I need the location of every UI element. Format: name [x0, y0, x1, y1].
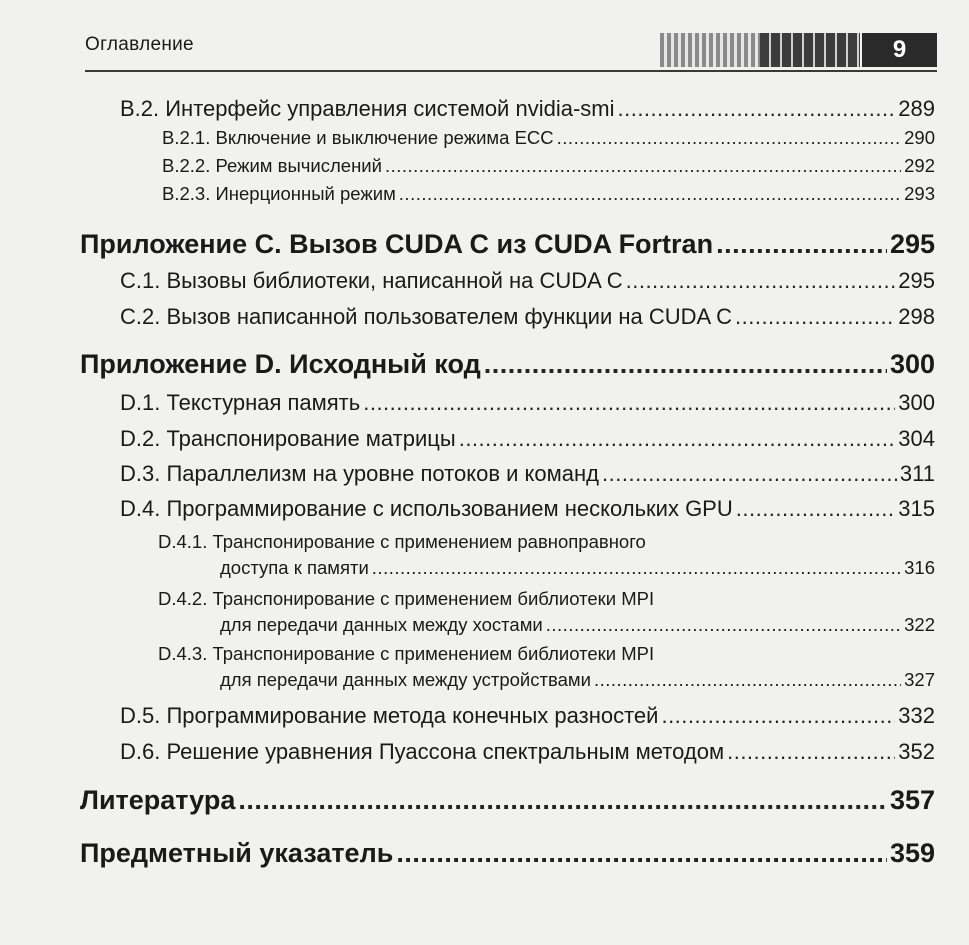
- toc-entry-literature[interactable]: Литература ..... 357: [80, 785, 935, 816]
- toc-entry-d4[interactable]: D.4. Программирование с использованием нескольких GPU ..... 315: [120, 496, 935, 522]
- toc-entry-d5[interactable]: D.5. Программирование метода конечных разностей ..... 332: [120, 703, 935, 729]
- toc-entry-d6[interactable]: D.6. Решение уравнения Пуассона спектральным методом ..... 352: [120, 739, 935, 765]
- header-rule: [85, 70, 937, 72]
- page-number-badge: 9: [862, 33, 937, 67]
- toc-entry-d3[interactable]: D.3. Параллелизм на уровне потоков и команд ..... 311: [120, 461, 935, 487]
- toc-entry-c1[interactable]: C.1. Вызовы библиотеки, написанной на CUDA C ..... 295: [120, 268, 935, 294]
- toc-entry-b23[interactable]: B.2.3. Инерционный режим ..... 293: [162, 183, 935, 205]
- toc-entry-appendix-c[interactable]: Приложение C. Вызов CUDA C из CUDA Fortran ..... 295: [80, 229, 935, 260]
- toc-entry-b21[interactable]: B.2.1. Включение и выключение режима ECC ..... 290: [162, 127, 935, 149]
- toc-entry-b2[interactable]: B.2. Интерфейс управления системой nvidia-smi ..... 289: [120, 96, 935, 122]
- toc-entry-d2[interactable]: D.2. Транспонирование матрицы ..... 304: [120, 426, 935, 452]
- toc-entry-d41[interactable]: D.4.1. Транспонирование с применением равноправного доступа к памяти ..... 316: [158, 531, 935, 579]
- toc-entry-d1[interactable]: D.1. Текстурная память ..... 300: [120, 390, 935, 416]
- running-header-title: Оглавление: [85, 34, 194, 55]
- toc-entry-d42[interactable]: D.4.2. Транспонирование с применением библиотеки MPI для передачи данных между хостами ..... 322: [158, 588, 935, 636]
- toc-entry-d43[interactable]: D.4.3. Транспонирование с применением библиотеки MPI для передачи данных между устройствами ..... 327: [158, 643, 935, 691]
- toc-entry-subject-index[interactable]: Предметный указатель ..... 359: [80, 838, 935, 869]
- header-decoration-bars-dark: [760, 33, 860, 67]
- toc-entry-appendix-d[interactable]: Приложение D. Исходный код ..... 300: [80, 349, 935, 380]
- toc-entry-c2[interactable]: C.2. Вызов написанной пользователем функции на CUDA C ..... 298: [120, 304, 935, 330]
- toc-entry-b22[interactable]: B.2.2. Режим вычислений ..... 292: [162, 155, 935, 177]
